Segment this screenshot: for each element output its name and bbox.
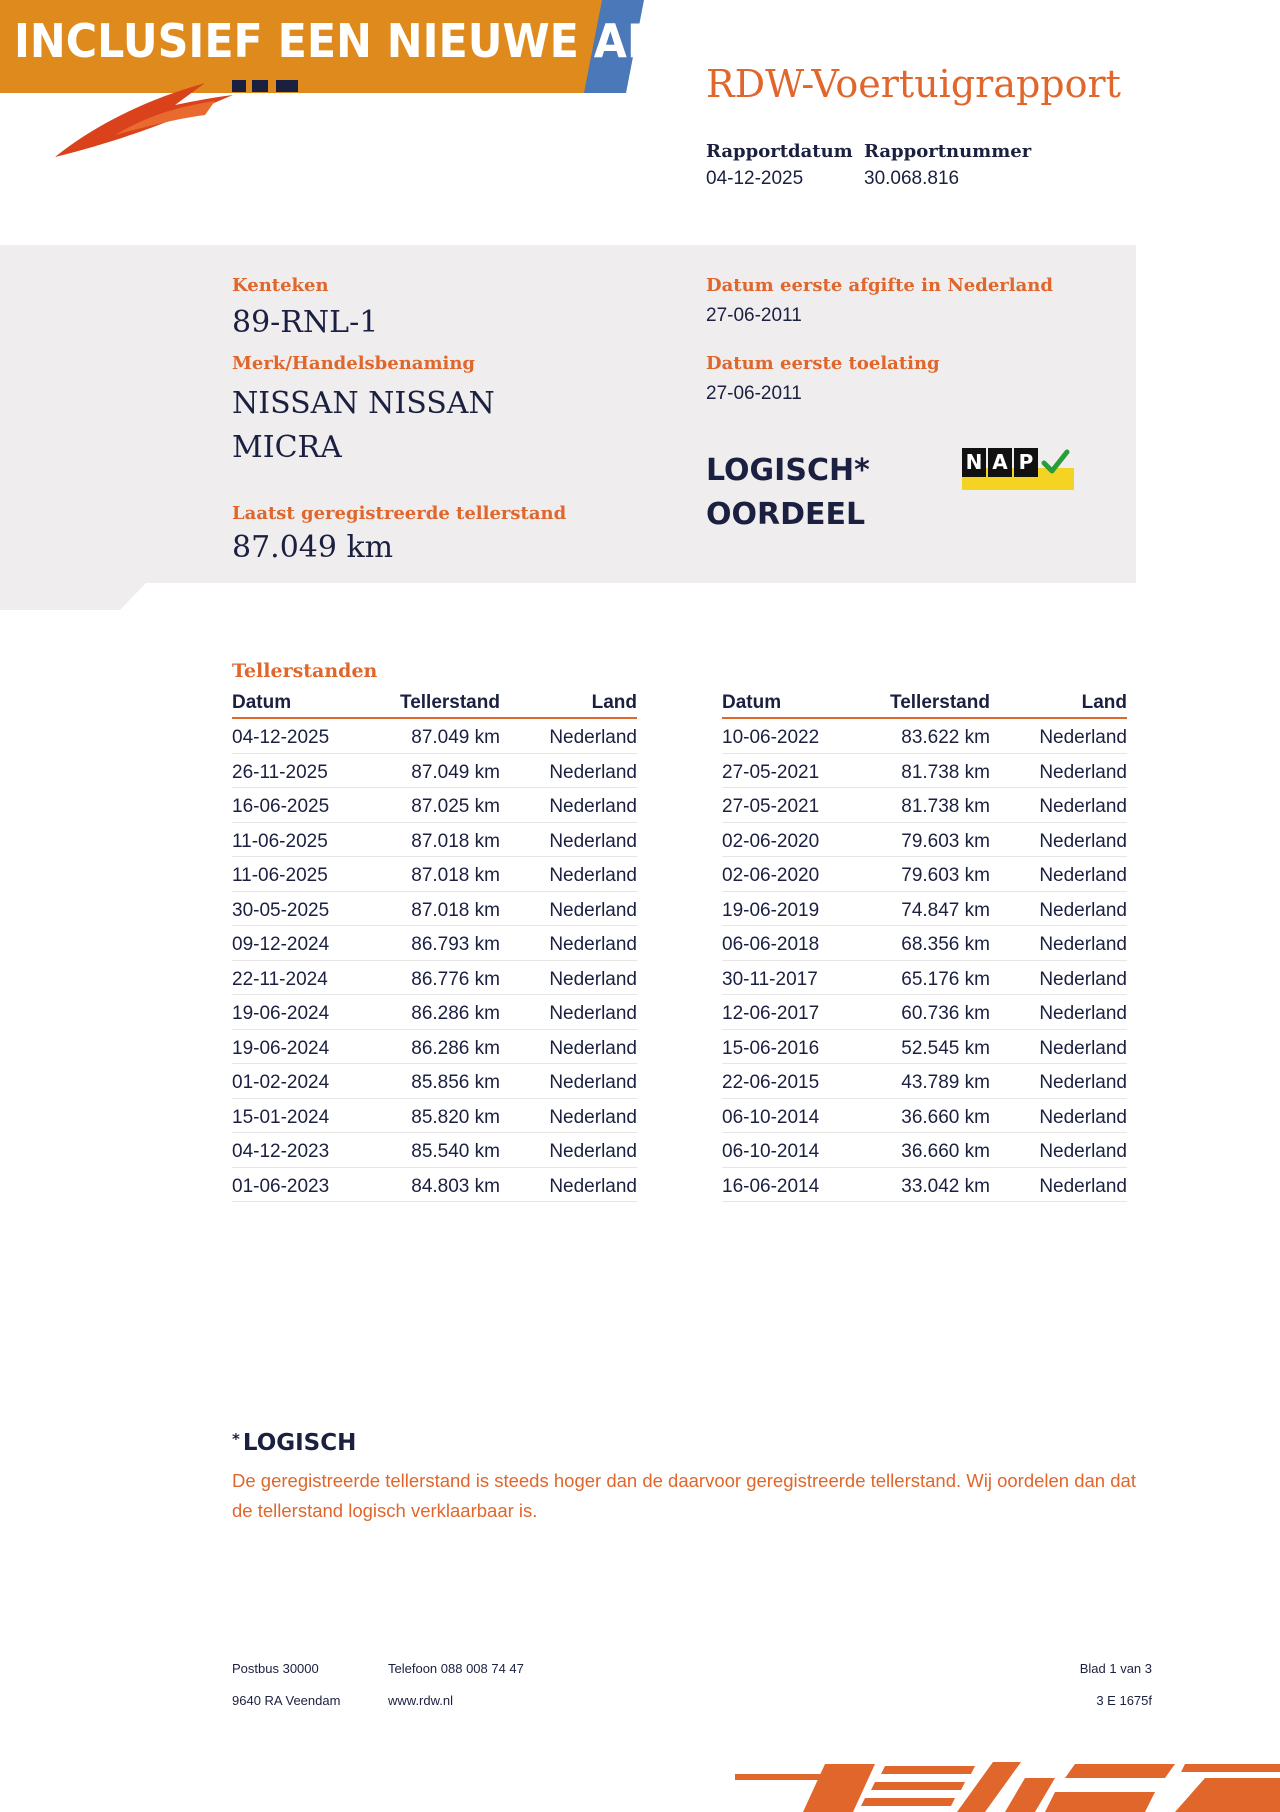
row-land: Nederland — [1039, 761, 1127, 783]
row-date: 01-06-2023 — [232, 1175, 330, 1197]
row-date: 02-06-2020 — [722, 830, 820, 852]
row-tellerstand: 85.856 km — [411, 1072, 500, 1093]
table-row — [722, 1099, 1127, 1134]
row-date: 27-05-2021 — [722, 761, 820, 783]
table-row — [232, 719, 637, 754]
footer-code: 3 E 1675f — [1096, 1693, 1152, 1708]
verdict-line1: LOGISCH* — [706, 453, 870, 488]
row-land: Nederland — [1039, 899, 1127, 921]
row-land: Nederland — [1039, 934, 1127, 955]
col-km-header: Tellerstand — [890, 692, 990, 713]
table-row — [722, 961, 1127, 996]
row-date: 16-06-2014 — [722, 1175, 820, 1197]
row-land: Nederland — [549, 968, 637, 990]
row-tellerstand: 86.286 km — [411, 1003, 500, 1024]
footer-phone: Telefoon 088 008 74 47 — [388, 1661, 524, 1676]
table-row — [232, 1168, 637, 1203]
vehicle-summary-panel — [0, 245, 1136, 610]
col-land-header: Land — [591, 692, 637, 713]
table-row — [232, 788, 637, 823]
row-land: Nederland — [1039, 865, 1127, 886]
table-row — [722, 857, 1127, 892]
row-tellerstand: 33.042 km — [901, 1175, 990, 1197]
table-body — [722, 719, 1127, 1202]
row-land: Nederland — [549, 934, 637, 955]
row-land: Nederland — [549, 1037, 637, 1059]
row-tellerstand: 85.820 km — [411, 1106, 500, 1128]
odometer-value: 87.049 km — [232, 530, 394, 565]
row-tellerstand: 81.738 km — [901, 796, 990, 817]
table-row — [722, 995, 1127, 1030]
row-date: 06-06-2018 — [722, 934, 820, 955]
report-date: 04-12-2025 — [706, 168, 804, 189]
make-value-line2: MICRA — [232, 430, 342, 465]
row-date: 19-06-2024 — [232, 1003, 330, 1024]
footer-page-number: Blad 1 van 3 — [1079, 1661, 1152, 1676]
row-tellerstand: 36.660 km — [901, 1106, 990, 1128]
row-land: Nederland — [549, 1175, 637, 1197]
first-admission-label: Datum eerste toelating — [706, 353, 940, 374]
table-header — [232, 690, 637, 719]
row-date: 26-11-2025 — [232, 761, 328, 783]
row-date: 15-06-2016 — [722, 1037, 820, 1059]
readings-table-left — [232, 690, 637, 1202]
readings-table-right — [722, 690, 1127, 1202]
note-star: * — [232, 1430, 240, 1448]
row-date: 15-01-2024 — [232, 1106, 330, 1128]
row-land: Nederland — [1039, 796, 1127, 817]
row-date: 01-02-2024 — [232, 1072, 330, 1093]
row-tellerstand: 87.018 km — [411, 830, 500, 852]
row-tellerstand: 87.018 km — [411, 865, 500, 886]
row-tellerstand: 74.847 km — [901, 899, 990, 921]
row-land: Nederland — [549, 761, 637, 783]
table-row — [232, 926, 637, 961]
report-title: RDW-Voertuigrapport — [706, 62, 1121, 106]
row-land: Nederland — [1039, 968, 1127, 990]
note-text: De geregistreerde tellerstand is steeds hoger dan de daarvoor geregistreerde tellerstand. Wij oordelen dan dat de tellerstand logisch verklaarbaar is. — [232, 1470, 1136, 1521]
row-date: 06-10-2014 — [722, 1141, 820, 1162]
row-land: Nederland — [1039, 1072, 1127, 1093]
row-land: Nederland — [1039, 1106, 1127, 1128]
row-date: 30-11-2017 — [722, 968, 818, 990]
row-date: 12-06-2017 — [722, 1003, 820, 1024]
row-land: Nederland — [549, 899, 637, 921]
nap-letter-n: N — [962, 448, 986, 477]
nap-letter-a: A — [988, 448, 1012, 477]
report-date-label: Rapportdatum — [706, 141, 853, 162]
row-land: Nederland — [549, 1072, 637, 1093]
row-tellerstand: 79.603 km — [901, 830, 990, 852]
rdw-logo-icon — [55, 75, 235, 165]
row-date: 06-10-2014 — [722, 1106, 820, 1128]
row-date: 04-12-2025 — [232, 727, 330, 748]
row-land: Nederland — [549, 865, 637, 886]
row-date: 22-06-2015 — [722, 1072, 820, 1093]
table-row — [722, 1064, 1127, 1099]
row-date: 22-11-2024 — [232, 968, 328, 990]
table-row — [722, 1168, 1127, 1203]
table-header — [722, 690, 1127, 719]
plate-value: 89-RNL-1 — [232, 305, 379, 340]
row-date: 11-06-2025 — [232, 865, 328, 886]
promo-banner-text: INCLUSIEF EEN NIEUWE APK — [14, 14, 692, 68]
row-tellerstand: 87.049 km — [411, 761, 500, 783]
row-tellerstand: 43.789 km — [901, 1072, 990, 1093]
table-row — [722, 788, 1127, 823]
row-tellerstand: 83.622 km — [901, 727, 990, 748]
row-tellerstand: 65.176 km — [901, 968, 990, 990]
row-tellerstand: 86.793 km — [411, 934, 500, 955]
row-tellerstand: 86.286 km — [411, 1037, 500, 1059]
table-body — [232, 719, 637, 1202]
footer-website: www.rdw.nl — [388, 1693, 454, 1708]
table-row — [232, 823, 637, 858]
table-row — [722, 1030, 1127, 1065]
table-row — [232, 995, 637, 1030]
row-tellerstand: 87.018 km — [411, 899, 500, 921]
note-title-text: LOGISCH — [242, 1430, 357, 1456]
row-tellerstand: 81.738 km — [901, 761, 990, 783]
first-nl-label: Datum eerste afgifte in Nederland — [706, 275, 1053, 296]
table-row — [722, 754, 1127, 789]
odometer-label: Laatst geregistreerde tellerstand — [232, 503, 567, 524]
table-row — [722, 719, 1127, 754]
row-tellerstand: 52.545 km — [901, 1037, 990, 1059]
make-value-line1: NISSAN NISSAN — [232, 386, 495, 421]
make-label: Merk/Handelsbenaming — [232, 353, 476, 374]
row-date: 19-06-2019 — [722, 899, 820, 921]
readings-section-label: Tellerstanden — [232, 660, 378, 682]
row-land: Nederland — [549, 830, 637, 852]
row-land: Nederland — [1039, 830, 1127, 852]
row-date: 04-12-2023 — [232, 1141, 330, 1162]
table-row — [232, 857, 637, 892]
verdict-line2: OORDEEL — [706, 497, 866, 532]
row-tellerstand: 86.776 km — [411, 968, 500, 990]
row-date: 09-12-2024 — [232, 934, 330, 955]
table-row — [232, 1030, 637, 1065]
table-row — [232, 1133, 637, 1168]
row-date: 27-05-2021 — [722, 796, 820, 817]
table-row — [722, 823, 1127, 858]
row-date: 10-06-2022 — [722, 727, 820, 748]
table-row — [232, 961, 637, 996]
row-land: Nederland — [549, 1141, 637, 1162]
row-land: Nederland — [1039, 1003, 1127, 1024]
row-tellerstand: 87.025 km — [411, 796, 500, 817]
nap-letter-p: P — [1014, 448, 1038, 477]
plate-label: Kenteken — [232, 275, 329, 296]
row-land: Nederland — [1039, 1175, 1127, 1197]
footer-city: 9640 RA Veendam — [232, 1693, 341, 1708]
row-tellerstand: 87.049 km — [411, 727, 500, 748]
col-date-header: Datum — [232, 692, 292, 713]
note-title — [232, 1430, 356, 1456]
row-land: Nederland — [1039, 727, 1127, 748]
row-tellerstand: 85.540 km — [411, 1141, 500, 1162]
row-tellerstand: 84.803 km — [411, 1175, 500, 1197]
nap-logo — [962, 448, 1074, 490]
row-land: Nederland — [1039, 1141, 1127, 1162]
table-row — [232, 1099, 637, 1134]
table-row — [722, 892, 1127, 927]
report-number-label: Rapportnummer — [864, 141, 1032, 162]
row-land: Nederland — [549, 1106, 637, 1128]
row-date: 11-06-2025 — [232, 830, 328, 852]
table-row — [232, 754, 637, 789]
row-date: 02-06-2020 — [722, 865, 820, 886]
row-tellerstand: 79.603 km — [901, 865, 990, 886]
col-date-header: Datum — [722, 692, 782, 713]
first-nl-value: 27-06-2011 — [706, 305, 802, 326]
table-row — [232, 1064, 637, 1099]
report-number: 30.068.816 — [864, 168, 960, 189]
row-land: Nederland — [1039, 1037, 1127, 1059]
footer-postbus: Postbus 30000 — [232, 1661, 319, 1676]
row-land: Nederland — [549, 1003, 637, 1024]
decorative-stripes-icon — [735, 1758, 1280, 1812]
checkmark-icon — [1040, 448, 1070, 477]
table-row — [232, 892, 637, 927]
rdw-logo-text-icon — [232, 80, 342, 100]
row-date: 16-06-2025 — [232, 796, 330, 817]
table-row — [722, 926, 1127, 961]
table-row — [722, 1133, 1127, 1168]
row-tellerstand: 36.660 km — [901, 1141, 990, 1162]
row-tellerstand: 60.736 km — [901, 1003, 990, 1024]
col-land-header: Land — [1081, 692, 1127, 713]
row-date: 30-05-2025 — [232, 899, 330, 921]
row-land: Nederland — [549, 796, 637, 817]
first-admission-value: 27-06-2011 — [706, 383, 802, 404]
col-km-header: Tellerstand — [400, 692, 500, 713]
row-date: 19-06-2024 — [232, 1037, 330, 1059]
row-tellerstand: 68.356 km — [901, 934, 990, 955]
row-land: Nederland — [549, 727, 637, 748]
